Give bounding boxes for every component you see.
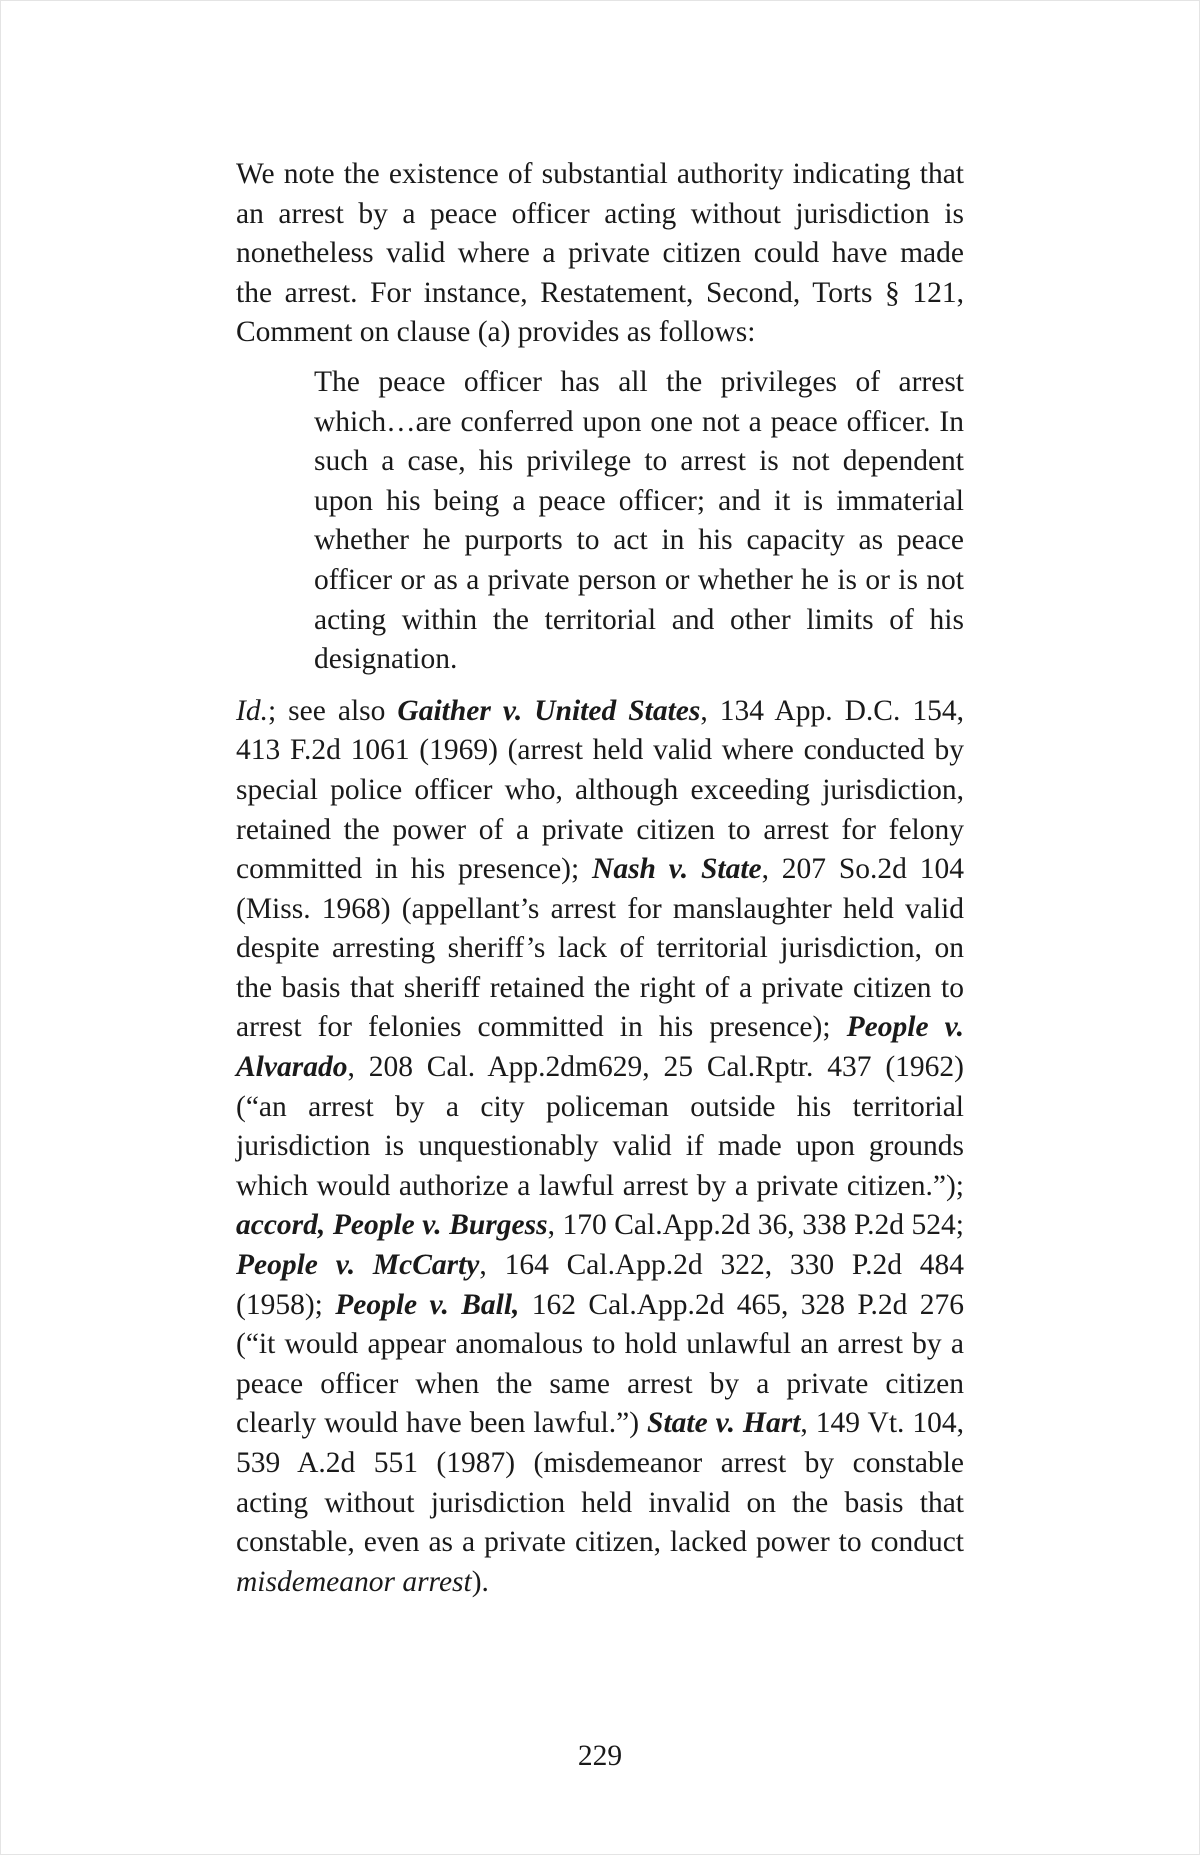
citation-paragraph <box>236 692 964 1603</box>
case-name-mccarty: People v. McCarty <box>236 1249 480 1282</box>
block-quote: The peace officer has all the privileges of arrest which…are conferred upon one not a peace officer. In such a case, his privilege to arrest is not dependent upon his being a peace officer; and it is immaterial whether he purports to act in his capacity as peace officer or as a private person or whether he is or is not acting within the territorial and other limits of his designation. <box>314 365 964 676</box>
text-body <box>236 155 964 1602</box>
citation-text: , 134 App. D.C. 154, 413 F.2d 1061 (1969) (arrest held valid where conducted by special police officer who, although exceeding jurisdiction, retained the power of a private citizen to arrest for felony committed in his presence); <box>236 694 965 886</box>
citation-text: ; see also <box>267 694 398 727</box>
citation-text: , 170 Cal.App.2d 36, 338 P.2d 524; <box>547 1209 964 1242</box>
case-name-burgess: People v. Burgess <box>332 1209 548 1242</box>
citation-text <box>325 1209 333 1241</box>
case-name-alvarado: People v. Alvarado <box>236 1011 965 1084</box>
signal-accord: accord, <box>236 1209 326 1242</box>
case-name-ball: People v. Ball, <box>335 1288 520 1321</box>
case-name-hart: State v. Hart <box>647 1407 801 1440</box>
citation-text: , 149 Vt. 104, 539 A.2d 551 (1987) (misdemeanor arrest by constable acting without jurisdiction held invalid on the basis that constable, even as a private citizen, lacked power to conduct <box>236 1407 965 1559</box>
emphasis-misdemeanor-arrest: misdemeanor arrest <box>236 1565 472 1598</box>
citation-text: , 207 So.2d 104 (Miss. 1968) (appellant’s arrest for manslaughter held valid despite arresting sheriff’s lack of territorial jurisdiction, on the basis that sheriff retained the right of a private citizen to arrest for felonies committed in his presence); <box>236 853 964 1044</box>
page-number: 229 <box>577 1740 623 1772</box>
citation-text: , 164 Cal.App.2d 322, 330 P.2d 484 (1958); <box>236 1249 964 1321</box>
citation-text: ). <box>471 1565 489 1598</box>
citation-text: 162 Cal.App.2d 465, 328 P.2d 276 (“it would appear anomalous to hold unlawful an arrest by a peace officer when the same arrest by a private citizen clearly would have been lawful.”) <box>236 1288 964 1440</box>
paragraph-intro: We note the existence of substantial authority indicating that an arrest by a peace officer acting without jurisdiction is nonetheless valid where a private citizen could have made the arrest. For instance, Restatement, Second, Torts § 121, Comment on clause (a) provides as follows: <box>236 158 964 349</box>
case-name-gaither: Gaither v. United States <box>397 694 701 727</box>
citation-text: , 208 Cal. App.2dm629, 25 Cal.Rptr. 437 (1962) (“an arrest by a city policeman outside his territorial jurisdiction is unquestionably valid if made upon grounds which would authorize a lawful arrest by a private citizen.”); <box>236 1051 964 1202</box>
citation-id: Id. <box>236 694 268 727</box>
case-name-nash: Nash v. State <box>592 853 762 886</box>
